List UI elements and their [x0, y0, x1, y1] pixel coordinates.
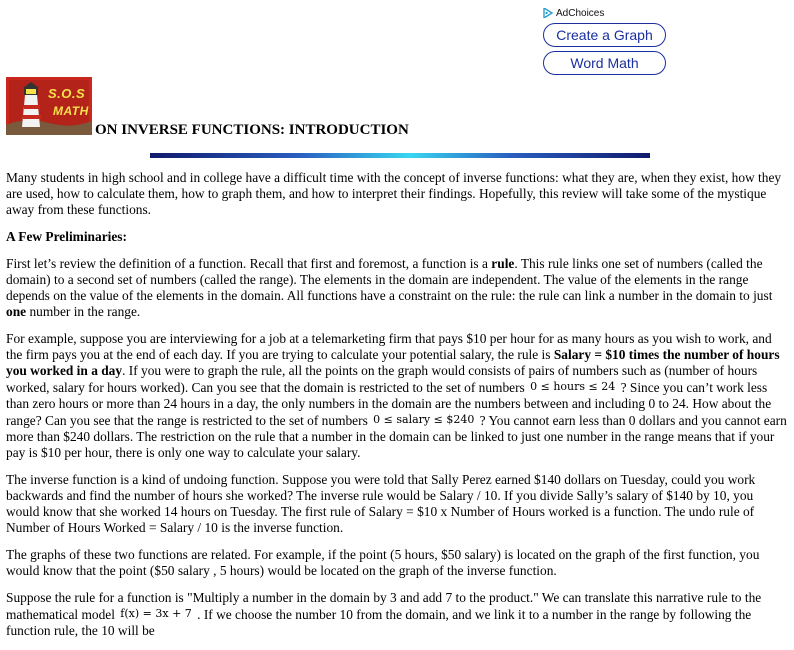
paragraph-salary-example	[6, 331, 788, 461]
ad-area	[543, 6, 673, 75]
create-graph-button[interactable]: Create a Graph	[543, 23, 666, 47]
text: ? Since you can’t work less than zero hours or more than 24 hours in a day, the only numbers in the domain are the numbers between and including 0 to 24. How about the range? Can you see that the range is restricted to the set of numbers	[6, 380, 772, 428]
title-divider	[150, 153, 650, 158]
text: Suppose the rule for a function is "Multiply a number in the domain by 3 and add 7 to the product." We can translate this narrative rule to the mathematical model	[6, 590, 762, 622]
text: number in the range.	[26, 304, 141, 319]
text: First let’s review the definition of a function. Recall that first and foremost, a function is a	[6, 256, 492, 271]
adchoices-link[interactable]	[543, 6, 673, 20]
text: . If we choose the number 10 from the domain, and we link it to a number in the range by following the function rule, the 10 will be	[6, 607, 752, 638]
adchoices-icon	[543, 8, 553, 18]
logo-text-math: MATH	[53, 104, 89, 118]
text: For example, suppose you are interviewing for a job at a telemarketing firm that pays $10 per hour for as many hours as you wish to work, and the firm pays you at the end of each day. If you are trying to calculate your potential salary, the rule is	[6, 331, 772, 362]
article-body	[6, 170, 788, 650]
sos-math-logo[interactable]	[6, 77, 92, 135]
paragraph-function-rule	[6, 590, 788, 639]
paragraph-inverse-function: The inverse function is a kind of undoing function. Suppose you were told that Sally Perez earned $140 dollars on Tuesday, could you work backwards and find the number of hours she worked? The inverse rule would be Salary / 10. If you divide Sally’s salary of $140 by 10, you would know that she worked 14 hours on Tuesday. The first rule of Salary = $10 x Number of Hours worked is a function. The undo rule of Number of Hours Worked = Salary / 10 is the inverse function.	[6, 472, 756, 535]
intro-paragraph: Many students in high school and in college have a difficult time with the concept of inverse functions: what they are, when they exist, how they are used, how to calculate them, how to graph them, and how to interpret their findings. Hopefully, this review will take some of the mystique away from these functions.	[6, 170, 782, 217]
page-title: ON INVERSE FUNCTIONS: INTRODUCTION	[95, 122, 409, 138]
emphasis-rule: rule	[491, 256, 515, 271]
emphasis-salary-rule: Salary = $10 times the number of hours you worked in a day	[6, 347, 780, 378]
emphasis-one: one	[6, 304, 27, 319]
text: . This rule links one set of numbers (called the domain) to a second set of numbers (called the range). The elements in the domain are independent. The value of the elements in the range depends on the value of the elements in the domain. All functions have a constraint on the rule: the rule can link a number in the domain to just	[6, 256, 773, 303]
section-heading: A Few Preliminaries:	[6, 229, 127, 244]
math-range-inequality: 0 ≤ salary ≤ $240	[373, 413, 475, 426]
text: ? You cannot earn less than 0 dollars and you cannot earn more than $240 dollars. The restriction on the rule that a number in the domain can be linked to just one number in the range means that if your pay is $10 per hour, there is only one way to calculate your salary.	[6, 413, 787, 460]
logo-text-sos: S.O.S	[48, 86, 86, 101]
paragraph-graphs-related: The graphs of these two functions are related. For example, if the point (5 hours, $50 salary) is located on the graph of the first function, you would know that the point ($50 salary , 5 hours) would be located on the graph of the inverse function.	[6, 547, 760, 578]
word-math-button[interactable]: Word Math	[543, 51, 666, 75]
text: . If you were to graph the rule, all the points on the graph would consists of pairs of numbers such as (number of hours worked, salary for hours worked). Can you see that the domain is restricted to the set of numbers	[6, 363, 758, 395]
math-domain-inequality: 0 ≤ hours ≤ 24	[530, 380, 616, 393]
math-function-model: f(x) = 3x + 7	[120, 607, 192, 620]
paragraph-function-definition	[6, 256, 788, 320]
adchoices-label: AdChoices	[556, 7, 605, 19]
